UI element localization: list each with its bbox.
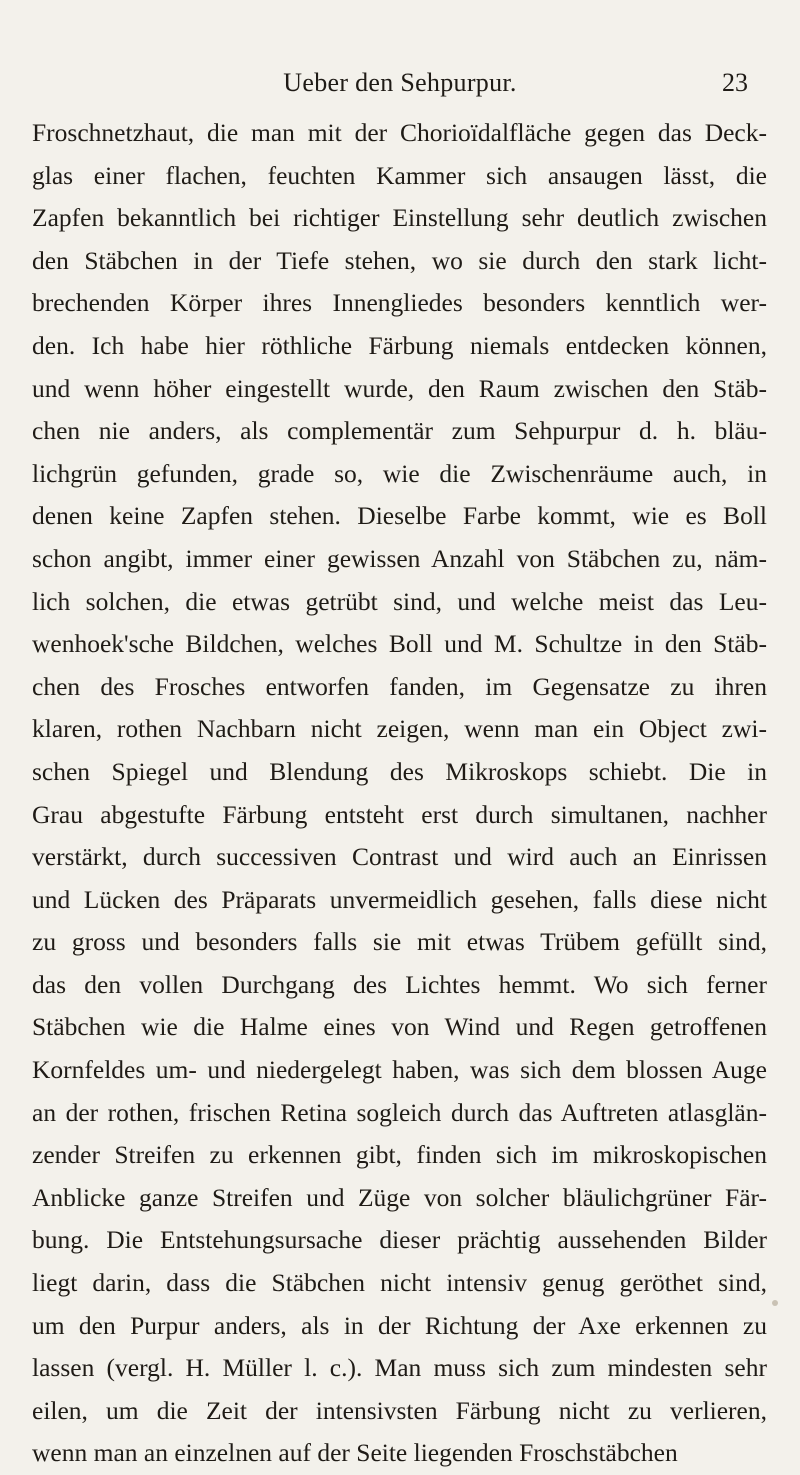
text-line: an der rothen, frischen Retina sogleich durch das Auftreten atlasglän- bbox=[32, 1097, 767, 1127]
running-title: Ueber den Sehpurpur. bbox=[283, 68, 517, 97]
text-line: eilen, um die Zeit der intensivsten Färbung nicht zu verlieren, bbox=[32, 1395, 767, 1425]
text-line: klaren, rothen Nachbarn nicht zeigen, wenn man ein Object zwi- bbox=[32, 714, 767, 744]
text-line: wenhoek'sche Bildchen, welches Boll und M. Schultze in den Stäb- bbox=[32, 629, 767, 659]
text-line: bung. Die Entstehungsursache dieser prächtig aussehenden Bilder bbox=[32, 1225, 767, 1255]
body-text bbox=[32, 112, 767, 1475]
page-number: 23 bbox=[722, 68, 748, 97]
text-line: das den vollen Durchgang des Lichtes hemmt. Wo sich ferner bbox=[32, 969, 767, 999]
text-line: Kornfeldes um- und niedergelegt haben, was sich dem blossen Auge bbox=[32, 1055, 767, 1085]
text-line: Stäbchen wie die Halme eines von Wind und Regen getroffenen bbox=[32, 1012, 767, 1042]
running-header bbox=[0, 64, 800, 104]
text-line: chen des Frosches entworfen fanden, im Gegensatze zu ihren bbox=[32, 671, 767, 701]
text-line: Froschnetzhaut, die man mit der Chorioïdalfläche gegen das Deck- bbox=[32, 118, 767, 147]
text-line: schon angibt, immer einer gewissen Anzahl von Stäbchen zu, näm- bbox=[32, 543, 767, 573]
text-line: verstärkt, durch successiven Contrast und wird auch an Einrissen bbox=[32, 842, 767, 872]
text-line: um den Purpur anders, als in der Richtung der Axe erkennen zu bbox=[32, 1310, 767, 1340]
text-line: wenn man an einzelnen auf der Seite liegenden Froschstäbchen bbox=[32, 1438, 678, 1468]
text-line: chen nie anders, als complementär zum Sehpurpur d. h. bläu- bbox=[32, 416, 767, 446]
text-line: Zapfen bekanntlich bei richtiger Einstellung sehr deutlich zwischen bbox=[32, 203, 767, 233]
paper-speck bbox=[772, 1300, 778, 1306]
text-line: zu gross und besonders falls sie mit etwas Trübem gefüllt sind, bbox=[32, 927, 767, 957]
text-line: denen keine Zapfen stehen. Dieselbe Farbe kommt, wie es Boll bbox=[32, 501, 767, 531]
text-line: Anblicke ganze Streifen und Züge von solcher bläulichgrüner Fär- bbox=[32, 1182, 767, 1212]
text-line: brechenden Körper ihres Innengliedes besonders kenntlich wer- bbox=[32, 288, 767, 318]
text-line: den. Ich habe hier röthliche Färbung niemals entdecken können, bbox=[32, 330, 767, 360]
text-line: lich solchen, die etwas getrübt sind, und welche meist das Leu- bbox=[32, 586, 767, 616]
text-line: zender Streifen zu erkennen gibt, finden sich im mikroskopischen bbox=[32, 1140, 767, 1170]
text-line: den Stäbchen in der Tiefe stehen, wo sie durch den stark licht- bbox=[32, 245, 767, 275]
text-line: lassen (vergl. H. Müller l. c.). Man muss sich zum mindesten sehr bbox=[32, 1353, 767, 1383]
text-line: schen Spiegel und Blendung des Mikroskops schiebt. Die in bbox=[32, 756, 767, 786]
text-line: und Lücken des Präparats unvermeidlich gesehen, falls diese nicht bbox=[32, 884, 767, 914]
text-line: Grau abgestufte Färbung entsteht erst durch simultanen, nachher bbox=[32, 799, 767, 829]
text-line: glas einer flachen, feuchten Kammer sich ansaugen lässt, die bbox=[32, 160, 767, 190]
text-line: lichgrün gefunden, grade so, wie die Zwischenräume auch, in bbox=[32, 458, 767, 488]
text-line: liegt darin, dass die Stäbchen nicht intensiv genug geröthet sind, bbox=[32, 1268, 767, 1298]
text-line: und wenn höher eingestellt wurde, den Raum zwischen den Stäb- bbox=[32, 373, 767, 403]
